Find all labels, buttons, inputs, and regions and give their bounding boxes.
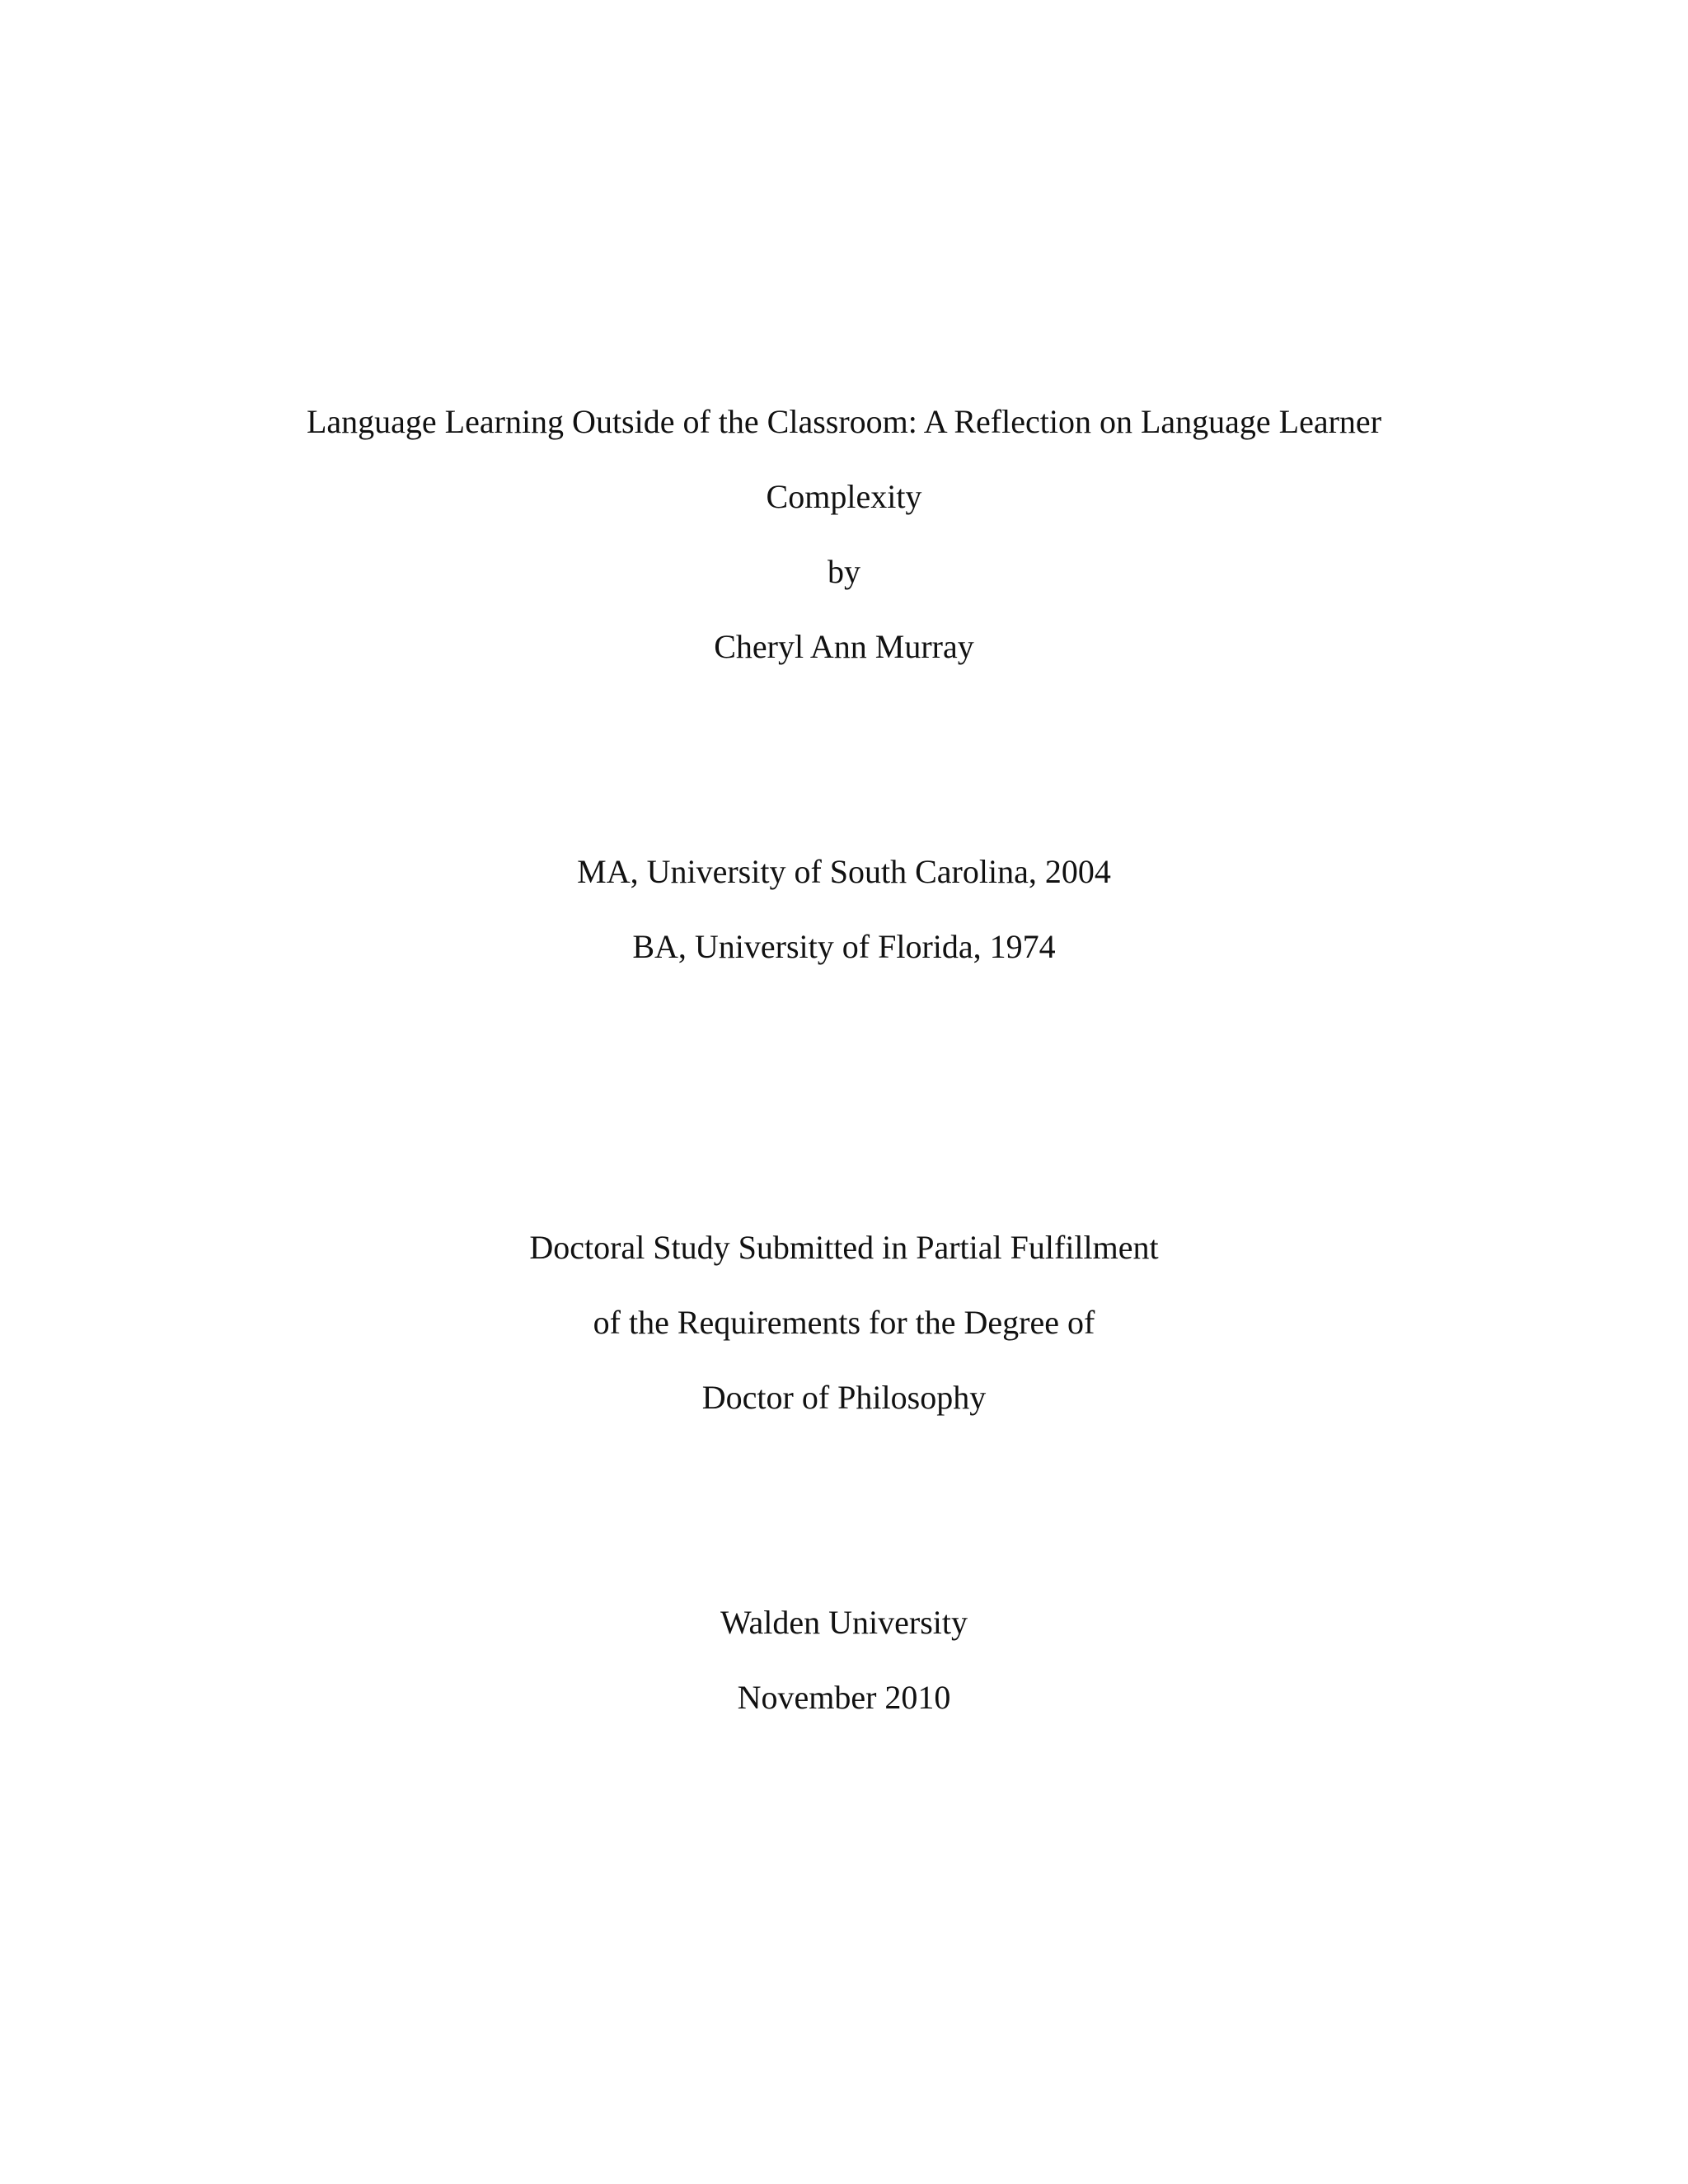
degree-name: Doctor of Philosophy	[701, 1379, 987, 1416]
institution-name: Walden University	[720, 1604, 968, 1641]
degree-ba: BA, University of Florida, 1974	[632, 928, 1056, 965]
submission-line-2: of the Requirements for the Degree of	[593, 1304, 1095, 1341]
title-line-2: Complexity	[766, 478, 922, 515]
degree-ma: MA, University of South Carolina, 2004	[577, 853, 1111, 890]
submission-date: November 2010	[737, 1679, 951, 1716]
by-line: by	[828, 553, 860, 590]
author-name: Cheryl Ann Murray	[714, 628, 974, 665]
submission-line-1: Doctoral Study Submitted in Partial Fulfillment	[529, 1229, 1159, 1266]
title-line-1: Language Learning Outside of the Classroom: A Reflection on Language Learner	[306, 403, 1382, 440]
